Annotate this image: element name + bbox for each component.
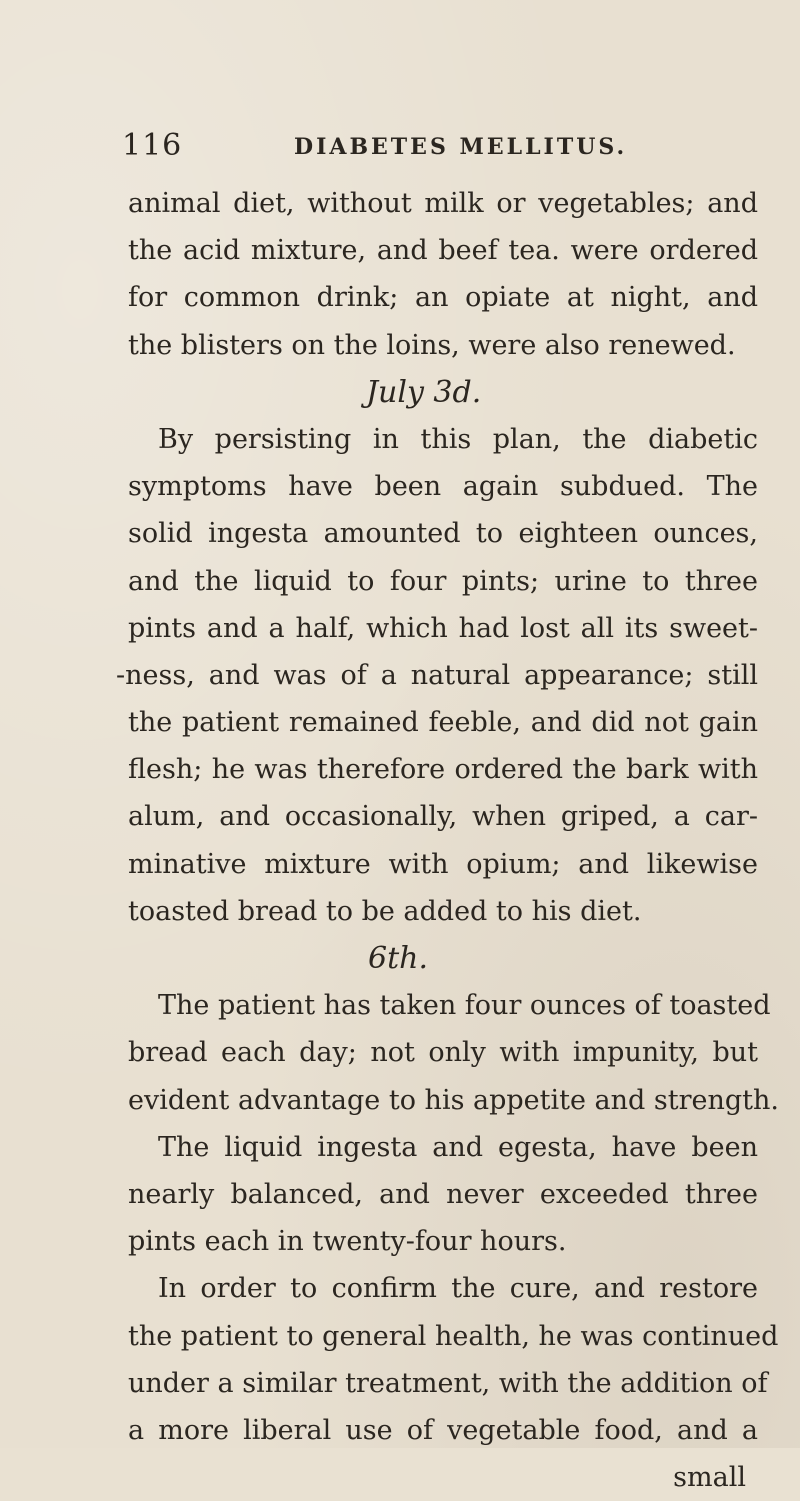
text-line: animal diet, without milk or vegetables; and: [128, 188, 758, 219]
text-line: evident advantage to his appetite and strength.: [128, 1084, 779, 1116]
text-line: alum, and occasionally, when griped, a car-: [128, 801, 758, 833]
text-line: The liquid ingesta and egesta, have been: [158, 1131, 758, 1163]
text-line: pints and a half, which had lost all its sweet-: [128, 612, 758, 644]
date-heading: July 3d.: [366, 374, 482, 410]
text-line: In order to confirm the cure, and restore: [158, 1273, 758, 1305]
catchword: small: [673, 1462, 746, 1494]
text-line: for common drink; an opiate at night, and: [128, 282, 758, 314]
text-line: the acid mixture, and beef tea. were ordered: [128, 235, 758, 267]
text-line: minative mixture with opium; and likewise: [128, 848, 758, 880]
text-line: the patient to general health, he was continued: [128, 1320, 779, 1352]
text-line: solid ingesta amounted to eighteen ounces,: [128, 518, 758, 550]
text-line: The patient has taken four ounces of toasted: [158, 990, 771, 1022]
page-header: [122, 128, 762, 168]
date-heading: 6th.: [368, 941, 428, 976]
page-number: 116: [122, 128, 183, 163]
text-line: the blisters on the loins, were also renewed.: [128, 329, 736, 361]
text-line: a more liberal use of vegetable food, and a: [128, 1414, 758, 1446]
text-line: bread each day; not only with impunity, but: [128, 1037, 758, 1069]
body-text: [116, 180, 779, 1501]
text-line: pints each in twenty-four hours.: [128, 1226, 567, 1258]
text-line: -ness, and was of a natural appearance; still: [116, 659, 758, 691]
text-line: flesh; he was therefore ordered the bark with: [128, 754, 758, 786]
text-line: under a similar treatment, with the addition of: [128, 1367, 768, 1399]
text-line: symptoms have been again subdued. The: [128, 471, 758, 503]
text-line: toasted bread to be added to his diet.: [128, 895, 642, 927]
text-line: and the liquid to four pints; urine to three: [128, 565, 758, 597]
text-line: nearly balanced, and never exceeded three: [128, 1178, 758, 1210]
running-head: DIABETES MELLITUS.: [294, 134, 628, 160]
text-line: By persisting in this plan, the diabetic: [158, 423, 758, 455]
text-line: the patient remained feeble, and did not gain: [128, 707, 758, 739]
